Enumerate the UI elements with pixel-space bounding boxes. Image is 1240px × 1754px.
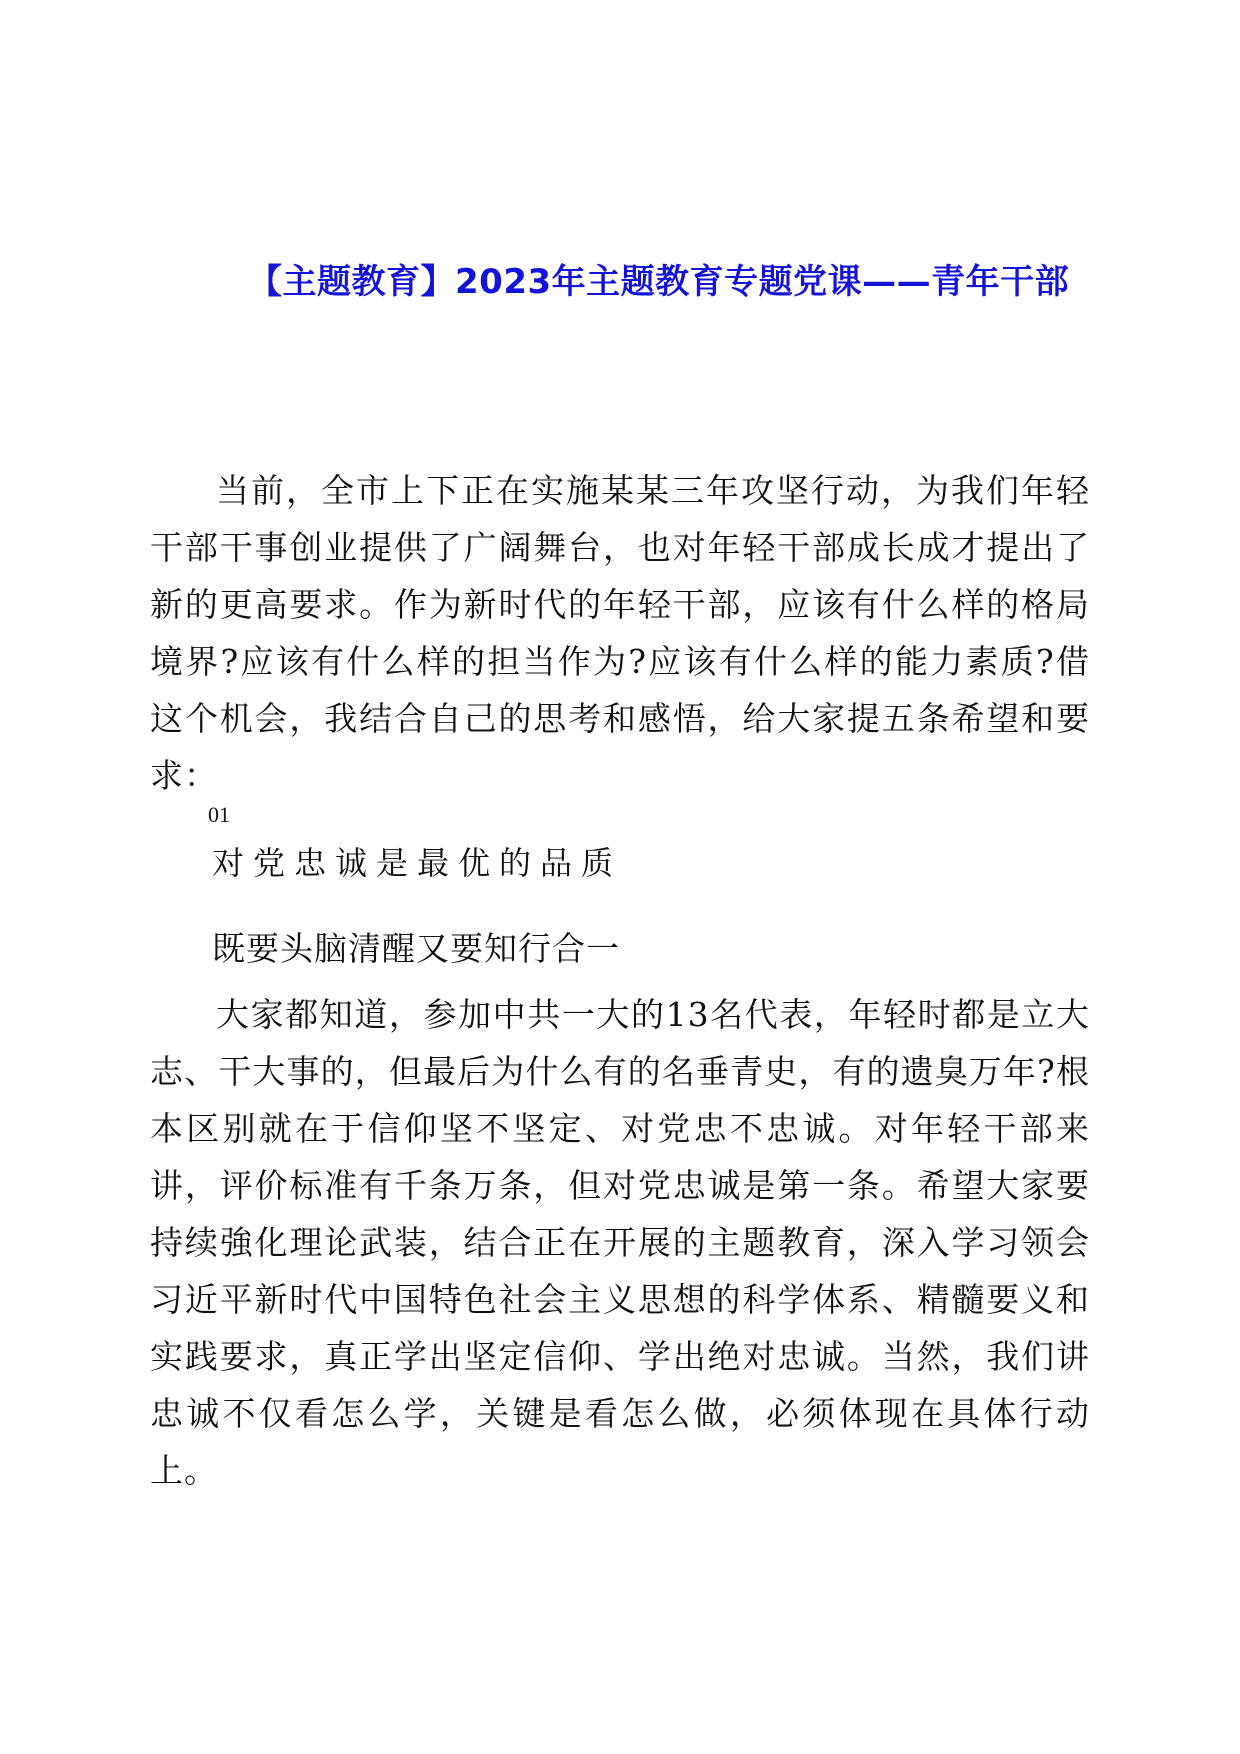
section-number: 01 [208, 802, 230, 827]
section-heading: 对党忠诚是最优的品质 [212, 844, 623, 882]
intro-paragraph: 当前，全市上下正在实施某某三年攻坚行动，为我们年轻干部干事创业提供了广阔舞台，也对年轻干部成长成才提出了新的更高要求。作为新时代的年轻干部，应该有什么样的格局境界?应该有什么样的担当作为?应该有什么样的能力素质?借这个机会，我结合自己的思考和感悟，给大家提五条希望和要求： [150, 471, 1090, 795]
section-paragraph: 大家都知道，参加中共一大的13名代表，年轻时都是立大志、干大事的，但最后为什么有的名垂青史，有的遗臭万年?根本区别就在于信仰坚不坚定、对党忠不忠诚。对年轻干部来讲，评价标准有千条万条，但对党忠诚是第一条。希望大家要持续強化理论武装，结合正在开展的主题教育，深入学习领会习近平新时代中国特色社会主义思想的科学体系、精髓要义和实践要求，真正学出坚定信仰、学出绝对忠诚。当然，我们讲忠诚不仅看怎么学，关键是看怎么做，必须体现在具体行动上。 [150, 995, 1090, 1490]
document-title: 【主题教育】2023年主题教育专题党课——青年干部 [248, 262, 1070, 302]
section-subheading: 既要头脑清醒又要知行合一 [212, 929, 620, 968]
